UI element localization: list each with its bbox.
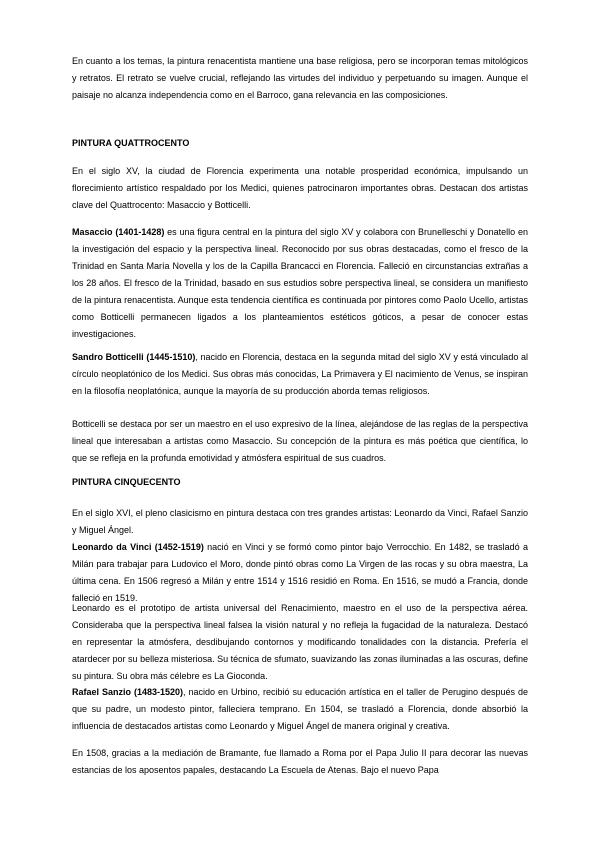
botticelli-name: Sandro Botticelli (72, 352, 144, 362)
rafael-paragraph-2: En 1508, gracias a la mediación de Bramante, fue llamado a Roma por el Papa Julio II para decorar las nuevas estancias de los aposentos papales, destacando La Escuela de Atenas. Bajo el nuevo Papa (72, 748, 528, 775)
cinquecento-heading: PINTURA CINQUECENTO (72, 477, 181, 487)
masaccio-paragraph (72, 224, 528, 343)
intro-paragraph: En cuanto a los temas, la pintura renacentista mantiene una base religiosa, pero se incorporan temas mitológicos y retratos. El retrato se vuelve crucial, reflejando las virtudes del individuo y perpetuando su imagen. Aunque el paisaje no alcanza independencia como en el Barroco, gana relevancia en las composiciones. (72, 56, 528, 100)
botticelli-dates: (1445-1510) (146, 352, 196, 362)
leonardo-dates: (1452-1519) (154, 542, 204, 552)
leonardo-text: nació en Vinci y se formó como pintor bajo Verrocchio. En 1482, se trasladó a Milán para trabajar para Ludovico el Moro, donde pintó obras como La Virgen de las rocas y su obra maestra, La última cena. En 1506 regresó a Milán y entre 1514 y 1516 residió en Roma. En 1516, se mudó a Francia, donde falleció en 1519. (72, 542, 528, 603)
leonardo-name: Leonardo da Vinci (72, 542, 152, 552)
masaccio-name: Masaccio (72, 227, 113, 237)
rafael-paragraph (72, 684, 528, 735)
rafael-name: Rafael Sanzio (72, 687, 131, 697)
masaccio-dates: (1401-1428) (115, 227, 165, 237)
quattrocento-heading: PINTURA QUATTROCENTO (72, 138, 190, 148)
botticelli-text: , nacido en Florencia, destaca en la segunda mitad del siglo XV y está vinculado al círculo neoplatónico de los Medici. Sus obras más conocidas, La Primavera y El nacimiento de Venus, se inspiran en la filosofía neoplatónica, aunque la mayoría de su producción aborda temas religiosos. (72, 352, 528, 396)
leonardo-paragraph-2: Leonardo es el prototipo de artista universal del Renacimiento, maestro en el uso de la perspectiva aérea. Consideraba que la perspectiva lineal falsea la visión natural y no refleja la fugacidad de la naturaleza. Destacó en representar la atmósfera, desdibujando contornos y modificando tonalidades con la distancia. Prefería el atardecer por su belleza misteriosa. Su técnica de sfumato, suavizando las zonas iluminadas a las oscuras, define su pintura. Su obra más célebre es La Gioconda. (72, 603, 528, 681)
masaccio-text: es una figura central en la pintura del siglo XV y colabora con Brunelleschi y Donatello en la investigación del espacio y la perspectiva lineal. Reconocido por sus obras destacadas, como el fresco de la Trinidad en Santa María Novella y los de la Capilla Brancacci en Florencia. Falleció en circunstancias extrañas a los 28 años. El fresco de la Trinidad, basado en sus estudios sobre perspectiva lineal, se considera un manifiesto de la pintura renacentista. Aunque esta tendencia científica es continuada por pintores como Paolo Ucello, artistas como Botticelli permanecen ligados a los planteamientos estéticos góticos, a pesar de conocer estas investigaciones. (72, 227, 528, 339)
botticelli-paragraph-2: Botticelli se destaca por ser un maestro en el uso expresivo de la línea, alejándose de las reglas de la perspectiva lineal que interesaban a artistas como Masaccio. Su concepción de la pintura es más poética que científica, lo que se refleja en la profunda emotividad y atmósfera espiritual de sus cuadros. (72, 419, 528, 463)
quattrocento-intro-paragraph: En el siglo XV, la ciudad de Florencia experimenta una notable prosperidad económica, impulsando un florecimiento artístico respaldado por los Medici, quienes patrocinaron importantes obras. Destacan dos artistas clave del Quattrocento: Masaccio y Botticelli. (72, 166, 528, 210)
botticelli-paragraph (72, 349, 528, 400)
rafael-dates: (1483-1520) (133, 687, 184, 697)
cinquecento-intro-paragraph: En el siglo XVI, el pleno clasicismo en pintura destaca con tres grandes artistas: Leonardo da Vinci, Rafael Sanzio y Miguel Ángel. (72, 508, 528, 535)
rafael-text: , nacido en Urbino, recibió su educación artística en el taller de Perugino después de que su padre, un modesto pintor, falleciera temprano. En 1504, se trasladó a Florencia, donde absorbió la influencia de destacados artistas como Leonardo y Miguel Ángel de manera original y creativa. (72, 687, 528, 731)
leonardo-paragraph (72, 539, 528, 607)
